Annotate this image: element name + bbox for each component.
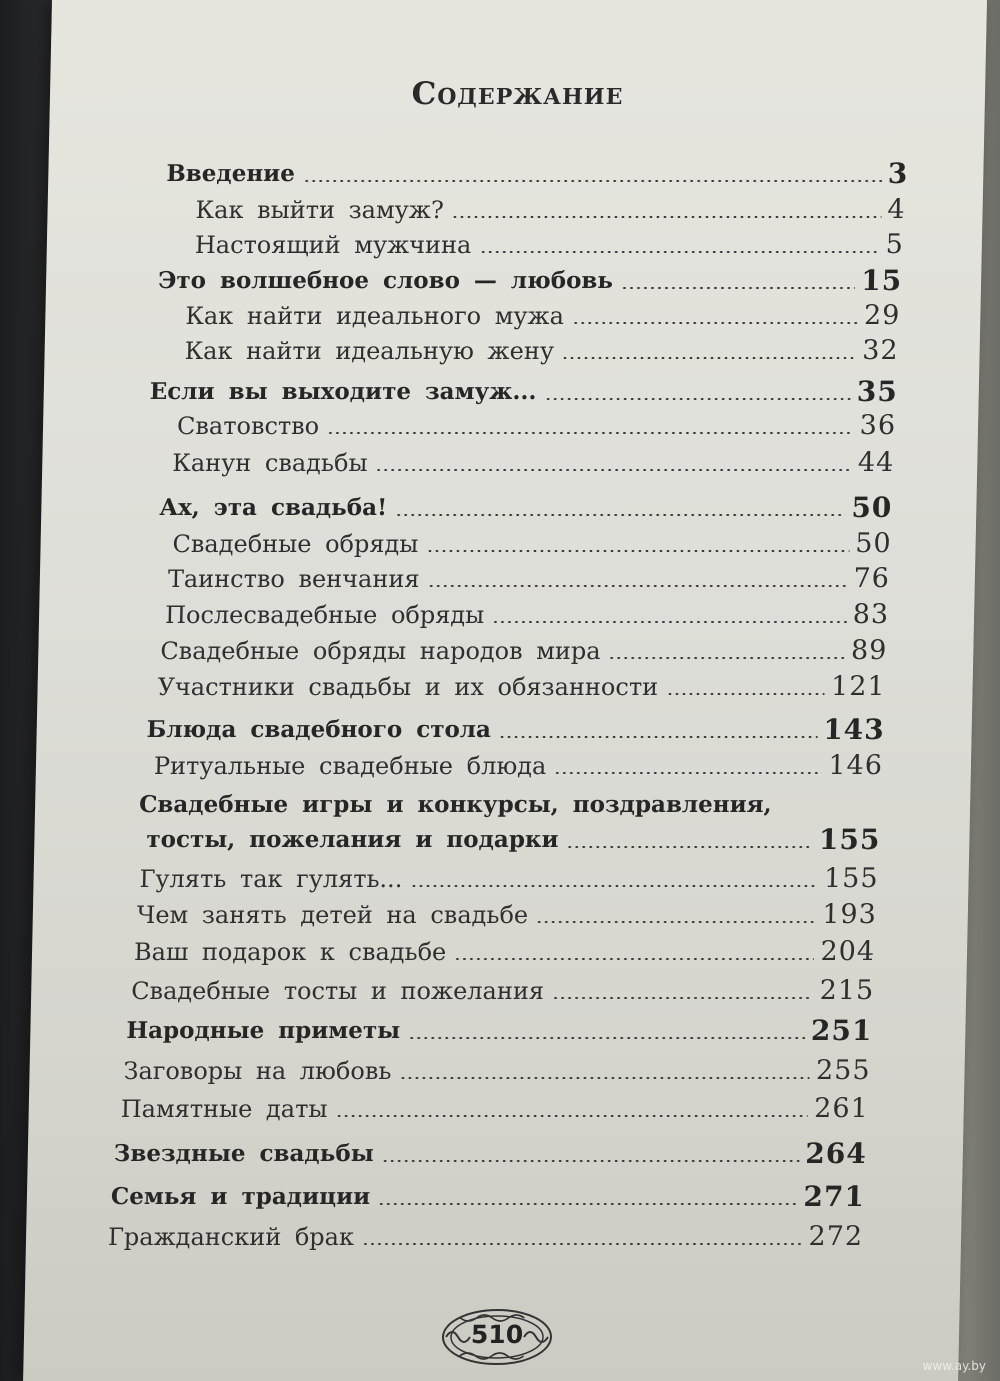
toc-entry-label-line2: тосты, пожелания и подарки	[146, 826, 559, 853]
toc-entry	[184, 334, 899, 366]
dot-leader	[552, 997, 814, 999]
dot-leader	[399, 1077, 810, 1079]
toc-entry	[111, 1180, 866, 1212]
toc-entry	[149, 375, 898, 407]
dot-leader	[544, 398, 850, 400]
toc-entry-label: Как найти идеального мужа	[185, 302, 565, 330]
toc-entry	[168, 562, 891, 594]
toc-entry-label: Послесвадебные обряды	[164, 601, 485, 629]
toc-entry	[120, 1092, 869, 1124]
toc-entry	[166, 157, 909, 189]
toc-entry-page: 29	[863, 300, 901, 331]
toc-entry-page: 36	[859, 410, 897, 441]
dot-leader	[566, 846, 812, 848]
toc-entry-page: 50	[854, 528, 892, 559]
dot-leader	[572, 322, 858, 324]
toc-entry-page: 50	[851, 491, 893, 524]
toc-entry	[157, 670, 886, 702]
toc-entry-label: Участники свадьбы и их обязанности	[157, 673, 659, 701]
toc-entry	[185, 299, 901, 331]
book-page	[23, 0, 987, 1381]
toc-entry-page: 155	[818, 823, 881, 856]
dot-leader	[382, 1160, 800, 1162]
dot-leader	[362, 1243, 803, 1245]
dot-leader	[327, 432, 854, 434]
toc-entry	[126, 1014, 873, 1046]
dot-leader	[452, 216, 882, 218]
toc-entry-label: Таинство венчания	[167, 565, 420, 593]
toc-entry	[158, 264, 903, 296]
table-of-contents	[23, 0, 987, 1381]
page-number-ornament	[437, 1306, 556, 1368]
dot-leader	[375, 469, 851, 471]
dot-leader	[408, 1037, 805, 1039]
toc-entry-page: 76	[853, 563, 891, 594]
toc-entry-page: 32	[861, 335, 899, 366]
toc-entry-label: Гражданский брак	[107, 1223, 355, 1251]
toc-entry	[139, 862, 879, 894]
toc-entry-page: 215	[819, 975, 875, 1006]
dot-leader	[410, 885, 818, 887]
toc-entry-label: Как выйти замуж?	[195, 196, 445, 224]
dot-leader	[427, 585, 847, 587]
toc-entry	[159, 491, 893, 523]
toc-entry-page: 83	[852, 599, 890, 630]
dot-leader	[303, 180, 882, 182]
toc-entry-page: 4	[887, 194, 906, 225]
toc-entry-label: Памятные даты	[120, 1095, 328, 1123]
toc-entry	[146, 713, 885, 745]
toc-entry-page: 44	[857, 447, 895, 478]
toc-entry-page: 89	[850, 635, 888, 666]
toc-entry	[195, 193, 906, 225]
dot-leader	[395, 514, 845, 516]
dot-leader	[554, 772, 822, 774]
dot-leader	[536, 921, 816, 923]
toc-entry-page: 272	[808, 1221, 864, 1252]
toc-entry	[160, 634, 888, 666]
toc-entry	[137, 898, 878, 930]
dot-leader	[621, 287, 855, 289]
toc-entry	[195, 228, 905, 260]
toc-entry-label: Свадебные тосты и пожелания	[130, 977, 545, 1005]
toc-entry-label: Ах, эта свадьба!	[159, 494, 388, 521]
toc-entry-label: Канун свадьбы	[172, 449, 368, 477]
toc-entry-label-line1: Свадебные игры и конкурсы, поздравления,	[138, 791, 772, 818]
toc-entry-label: Если вы выходите замуж...	[149, 378, 537, 405]
toc-entry-page: 193	[821, 899, 878, 930]
toc-entry-label: Заговоры на любовь	[123, 1057, 392, 1085]
toc-entry-page: 143	[822, 713, 886, 746]
toc-entry-label: Ритуальные свадебные блюда	[153, 752, 547, 780]
toc-entry-label: Гулять так гулять...	[139, 865, 403, 893]
toc-entry-page: 3	[887, 157, 909, 190]
toc-entry	[177, 409, 897, 441]
page-title: Содержание	[411, 76, 624, 112]
watermark: www.ay.by	[922, 1359, 986, 1373]
toc-entry	[131, 974, 875, 1006]
toc-entry-page: 204	[820, 936, 876, 967]
dot-leader	[666, 693, 825, 695]
toc-entry-page: 264	[805, 1137, 868, 1170]
dot-leader	[378, 1203, 797, 1205]
dot-leader	[562, 357, 856, 359]
toc-entry-page: 35	[856, 375, 899, 408]
toc-entry	[114, 1137, 868, 1169]
toc-entry-label: Как найти идеальную жену	[184, 337, 555, 365]
toc-entry-label: Сватовство	[176, 412, 320, 440]
toc-entry	[123, 1054, 871, 1086]
toc-entry-label: Звездные свадьбы	[113, 1140, 375, 1167]
toc-entry-label: Свадебные обряды народов мира	[160, 637, 601, 665]
toc-entry-page: 146	[828, 750, 884, 781]
toc-entry-label: Свадебные обряды	[172, 530, 419, 558]
toc-entry-label: Это волшебное слово — любовь	[157, 267, 614, 294]
dot-leader	[335, 1115, 808, 1117]
toc-entry	[172, 446, 895, 478]
toc-entry	[172, 527, 892, 559]
toc-entry	[134, 935, 876, 967]
toc-entry-page: 271	[803, 1180, 866, 1213]
toc-entry-label: Народные приметы	[126, 1017, 401, 1044]
toc-entry-label: Семья и традиции	[110, 1183, 371, 1210]
toc-entry-label: Чем занять детей на свадьбе	[136, 901, 529, 929]
page-number: 510	[470, 1320, 524, 1349]
toc-entry-label: Ваш подарок к свадьбе	[133, 938, 447, 966]
dot-leader	[479, 251, 879, 253]
toc-entry-page: 255	[815, 1055, 871, 1086]
toc-entry-page: 5	[885, 229, 905, 260]
toc-entry-label: Введение	[166, 160, 296, 187]
toc-entry	[154, 749, 884, 781]
toc-entry-page: 261	[813, 1093, 870, 1124]
dot-leader	[608, 657, 844, 659]
dot-leader	[426, 550, 849, 552]
toc-entry-page: 155	[823, 863, 879, 894]
toc-entry-label: Настоящий мужчина	[194, 231, 472, 259]
toc-entry	[165, 598, 890, 630]
toc-entry-label: Блюда свадебного стола	[146, 716, 492, 743]
dot-leader	[499, 736, 817, 738]
toc-entry	[108, 1220, 864, 1252]
toc-entry-page: 15	[860, 264, 903, 297]
toc-entry-page: 121	[830, 671, 886, 702]
dot-leader	[454, 958, 814, 960]
toc-entry	[146, 823, 881, 855]
dot-leader	[492, 621, 847, 623]
toc-entry-page: 251	[810, 1014, 873, 1047]
